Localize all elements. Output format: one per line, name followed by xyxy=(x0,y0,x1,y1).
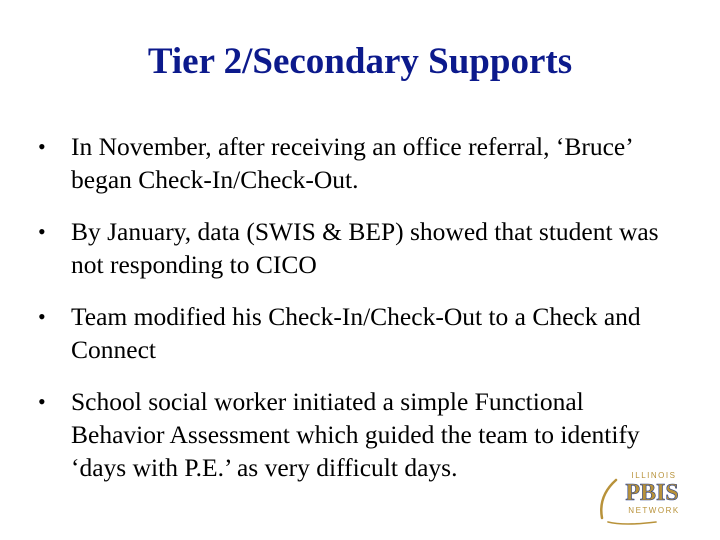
logo-top-text: ILLINOIS xyxy=(631,471,677,480)
bullet-item xyxy=(38,300,678,366)
bullet-item xyxy=(38,385,678,484)
bullet-item xyxy=(38,215,678,281)
bullet-text: By January, data (SWIS & BEP) showed that student was not responding to CICO xyxy=(71,217,659,279)
logo-main-text: PBIS xyxy=(625,480,679,506)
bullet-list xyxy=(38,130,678,503)
logo-bottom-text: NETWORK xyxy=(628,506,680,515)
bullet-dot-icon: • xyxy=(38,219,46,244)
illinois-pbis-logo xyxy=(594,466,694,526)
logo-swoosh-icon xyxy=(601,480,616,518)
bullet-text: Team modified his Check-In/Check-Out to a Check and Connect xyxy=(71,302,641,364)
bullet-text: School social worker initiated a simple Functional Behavior Assessment which guided the team to identify ‘days with P.E.’ as very difficult days. xyxy=(71,387,640,482)
slide-title: Tier 2/Secondary Supports xyxy=(147,41,573,82)
bullet-dot-icon: • xyxy=(38,134,46,159)
bullet-text: In November, after receiving an office referral, ‘Bruce’ began Check-In/Check-Out. xyxy=(71,132,632,194)
bullet-item xyxy=(38,130,678,196)
bullet-dot-icon: • xyxy=(38,304,46,329)
bullet-dot-icon: • xyxy=(38,389,46,414)
